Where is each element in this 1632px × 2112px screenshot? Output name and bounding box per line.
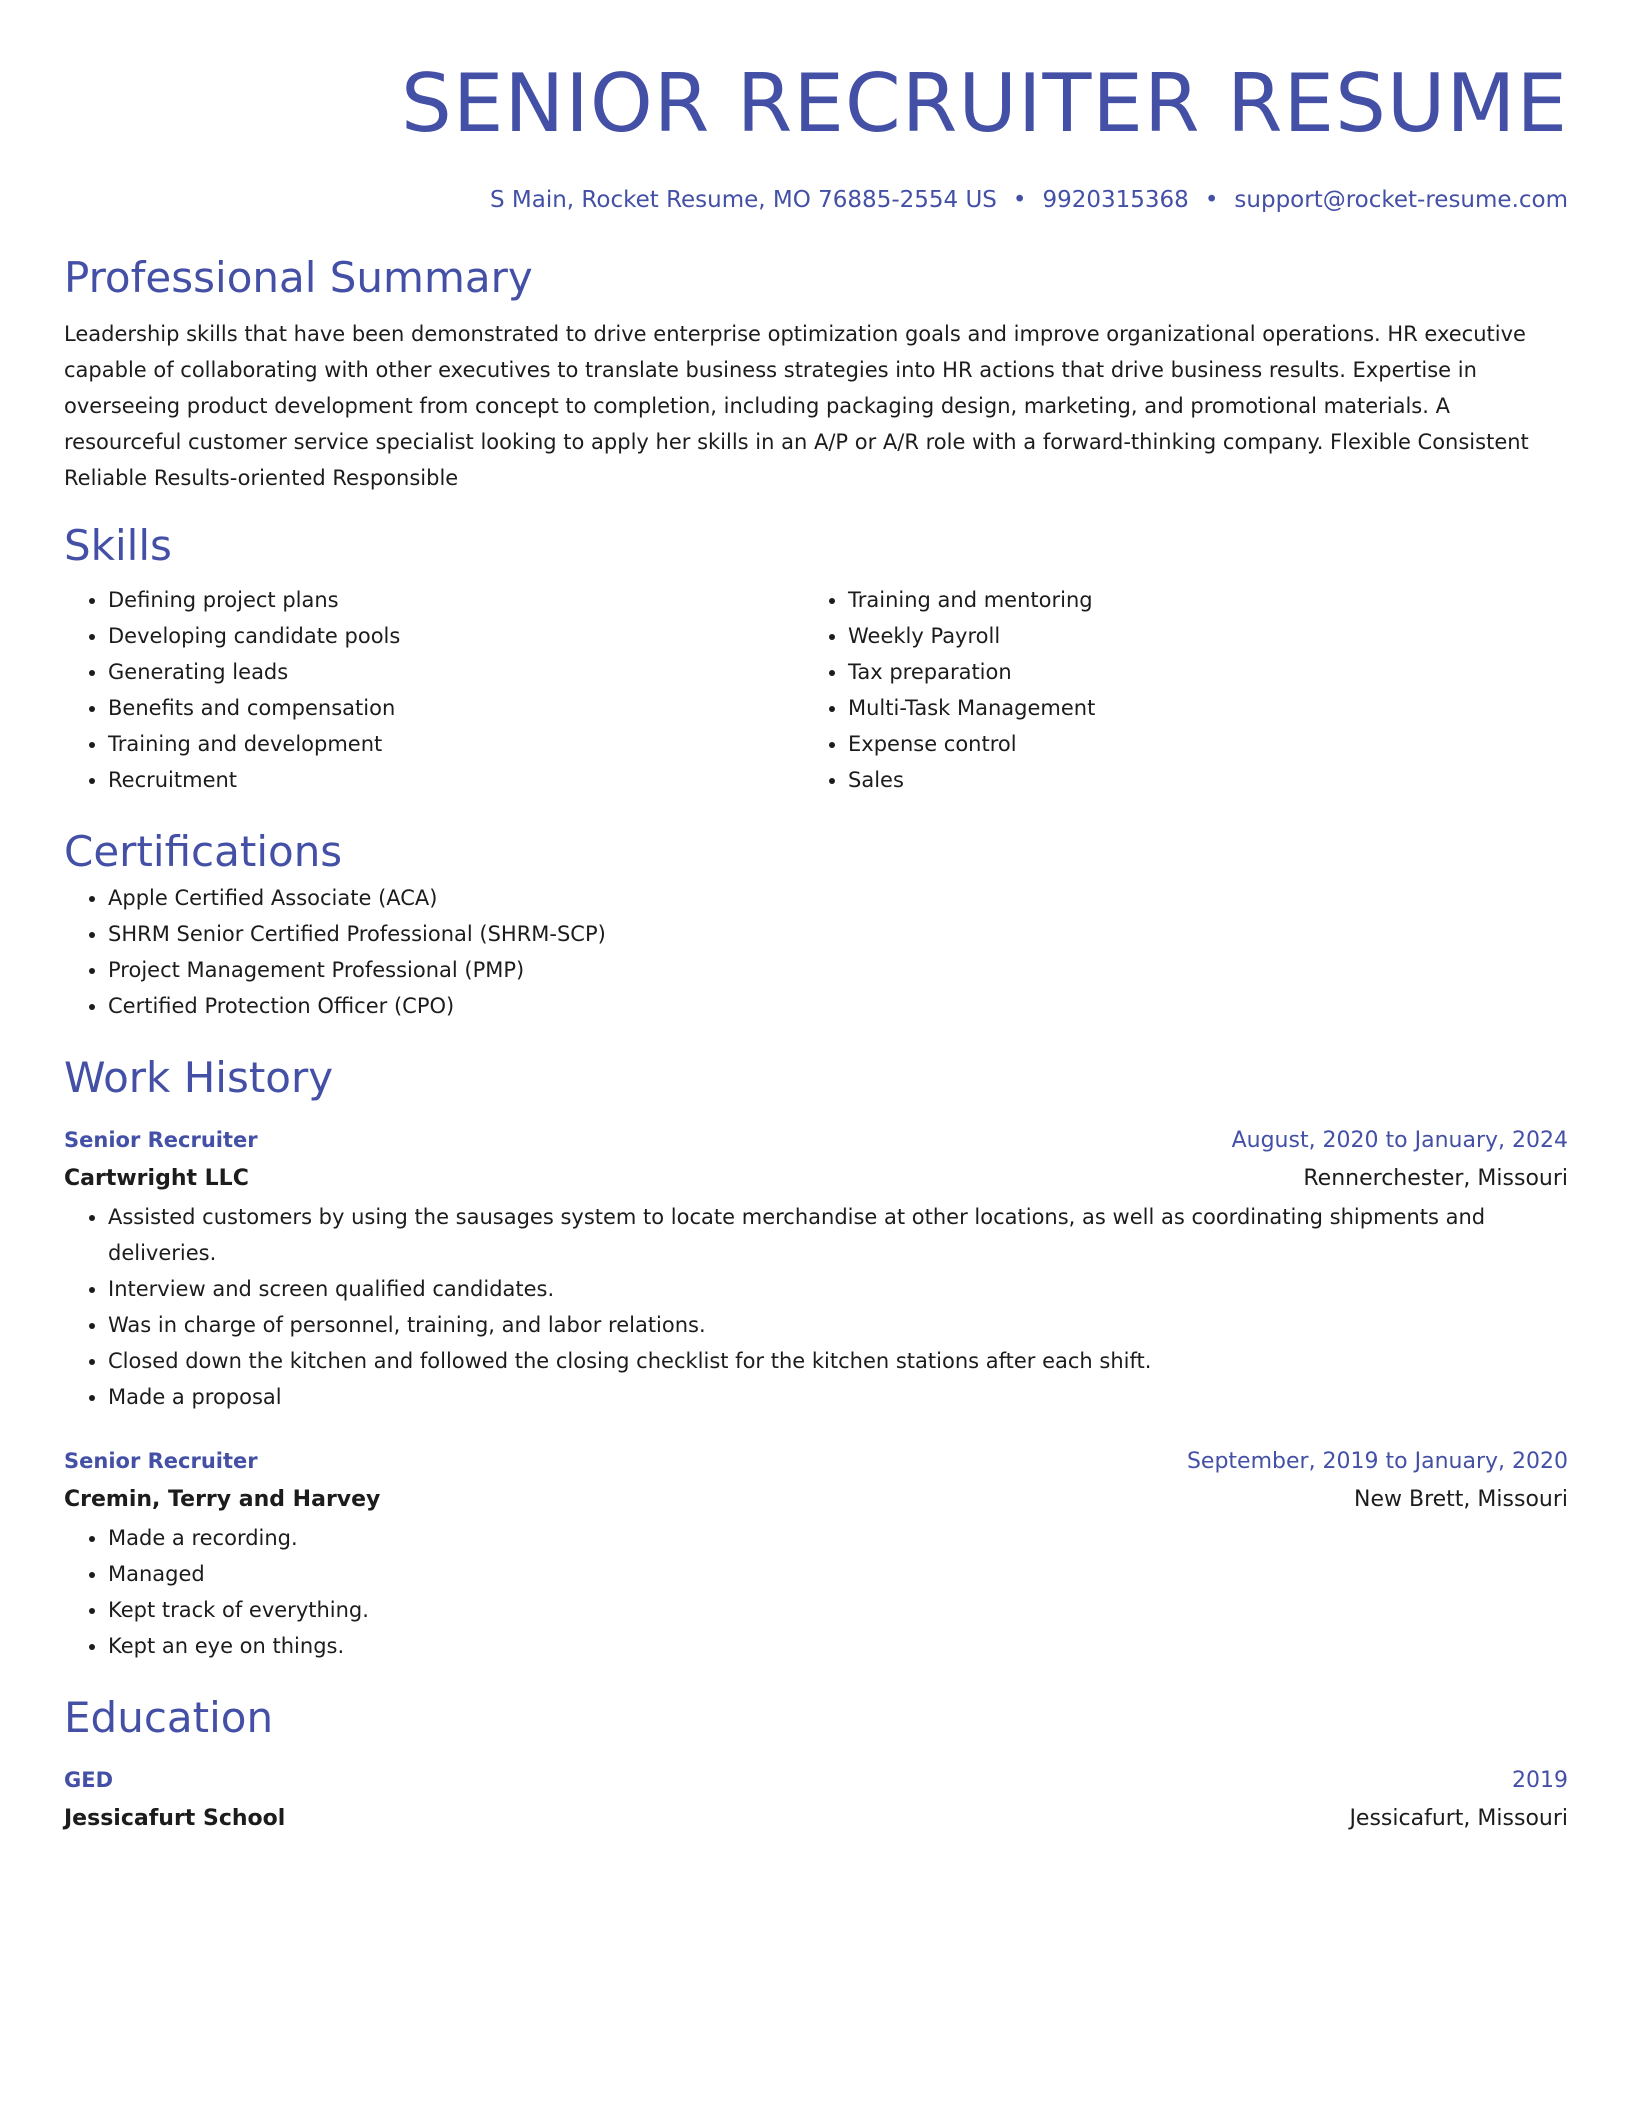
job-location: New Brett, Missouri <box>1354 1487 1568 1512</box>
skills-column-left <box>64 582 804 798</box>
job-duty: • Managed <box>108 1556 1568 1592</box>
job-duty: • Assisted customers by using the sausages system to locate merchandise at other locations, as well as coordinating shipments and deliveries. <box>108 1199 1568 1271</box>
job-dates: September, 2019 to January, 2020 <box>1186 1449 1568 1474</box>
education-degree: GED <box>64 1768 114 1792</box>
job-location: Rennerchester, Missouri <box>1303 1166 1568 1191</box>
summary-heading: Professional Summary <box>64 253 533 302</box>
education-header <box>64 1762 1568 1799</box>
certification-item: • Certified Protection Officer (CPO) <box>108 988 1568 1024</box>
skill-item: • Developing candidate pools <box>108 618 804 654</box>
job-dates: August, 2020 to January, 2024 <box>1231 1128 1568 1153</box>
education-subheader <box>64 1799 1568 1839</box>
resume-title: SENIOR RECRUITER RESUME <box>401 57 1568 150</box>
job-duty: • Was in charge of personnel, training, and labor relations. <box>108 1307 1568 1343</box>
contact-phone: 9920315368 <box>1042 187 1189 213</box>
resume-header <box>64 52 1568 216</box>
job-role: Senior Recruiter <box>64 1128 258 1152</box>
job-duty: • Made a proposal <box>108 1379 1568 1415</box>
job-duty: • Interview and screen qualified candidates. <box>108 1271 1568 1307</box>
job-duty: • Kept track of everything. <box>108 1592 1568 1628</box>
job-entry <box>64 1122 1568 1415</box>
education-school: Jessicafurt School <box>64 1806 286 1831</box>
skills-heading: Skills <box>64 521 172 570</box>
skill-item: • Sales <box>848 762 1544 798</box>
contact-line <box>64 184 1568 216</box>
skill-item: • Weekly Payroll <box>848 618 1544 654</box>
summary-text: Leadership skills that have been demonstrated to drive enterprise optimization goals and improve organizational operations. HR executive capable of collaborating with other executives to translate business strategies into HR actions that drive business results. Expertise in overseeing product development from concept to completion, including packaging design, marketing, and promotional materials. A resourceful customer service specialist looking to apply her skills in an A/P or A/R role with a forward-thinking company. Flexible Consistent Reliable Results-oriented Responsible <box>64 322 1529 490</box>
job-duty: • Closed down the kitchen and followed the closing checklist for the kitchen stations after each shift. <box>108 1343 1568 1379</box>
job-header <box>64 1443 1568 1480</box>
job-header <box>64 1122 1568 1159</box>
skills-column-right <box>804 582 1544 798</box>
contact-separator: • <box>1204 187 1219 213</box>
job-duties-list <box>64 1520 1568 1664</box>
skill-item: • Expense control <box>848 726 1544 762</box>
contact-separator: • <box>1012 187 1027 213</box>
job-company: Cremin, Terry and Harvey <box>64 1487 381 1512</box>
skill-item: • Defining project plans <box>108 582 804 618</box>
contact-email: support@rocket-resume.com <box>1234 187 1568 213</box>
education-location: Jessicafurt, Missouri <box>1349 1806 1568 1831</box>
job-entry <box>64 1443 1568 1664</box>
skill-item: • Training and mentoring <box>848 582 1544 618</box>
skills-list-right <box>804 582 1544 798</box>
certifications-heading: Certifications <box>64 827 343 876</box>
job-subheader <box>64 1159 1568 1199</box>
certification-item: • SHRM Senior Certified Professional (SHRM-SCP) <box>108 916 1568 952</box>
contact-address: S Main, Rocket Resume, MO 76885-2554 US <box>489 187 997 213</box>
work-history-heading: Work History <box>64 1053 334 1102</box>
education-entry <box>64 1762 1568 1839</box>
skills-list-left <box>64 582 804 798</box>
skill-item: • Tax preparation <box>848 654 1544 690</box>
job-subheader <box>64 1480 1568 1520</box>
certifications-list <box>64 880 1568 1024</box>
skill-item: • Generating leads <box>108 654 804 690</box>
job-duty: • Kept an eye on things. <box>108 1628 1568 1664</box>
education-heading: Education <box>64 1693 274 1742</box>
job-duties-list <box>64 1199 1568 1415</box>
education-year: 2019 <box>1512 1768 1568 1793</box>
job-role: Senior Recruiter <box>64 1449 258 1473</box>
job-duty: • Made a recording. <box>108 1520 1568 1556</box>
skills-grid <box>64 582 1568 798</box>
certification-item: • Project Management Professional (PMP) <box>108 952 1568 988</box>
skill-item: • Training and development <box>108 726 804 762</box>
certification-item: • Apple Certified Associate (ACA) <box>108 880 1568 916</box>
skill-item: • Recruitment <box>108 762 804 798</box>
job-company: Cartwright LLC <box>64 1166 249 1191</box>
skill-item: • Benefits and compensation <box>108 690 804 726</box>
skill-item: • Multi-Task Management <box>848 690 1544 726</box>
